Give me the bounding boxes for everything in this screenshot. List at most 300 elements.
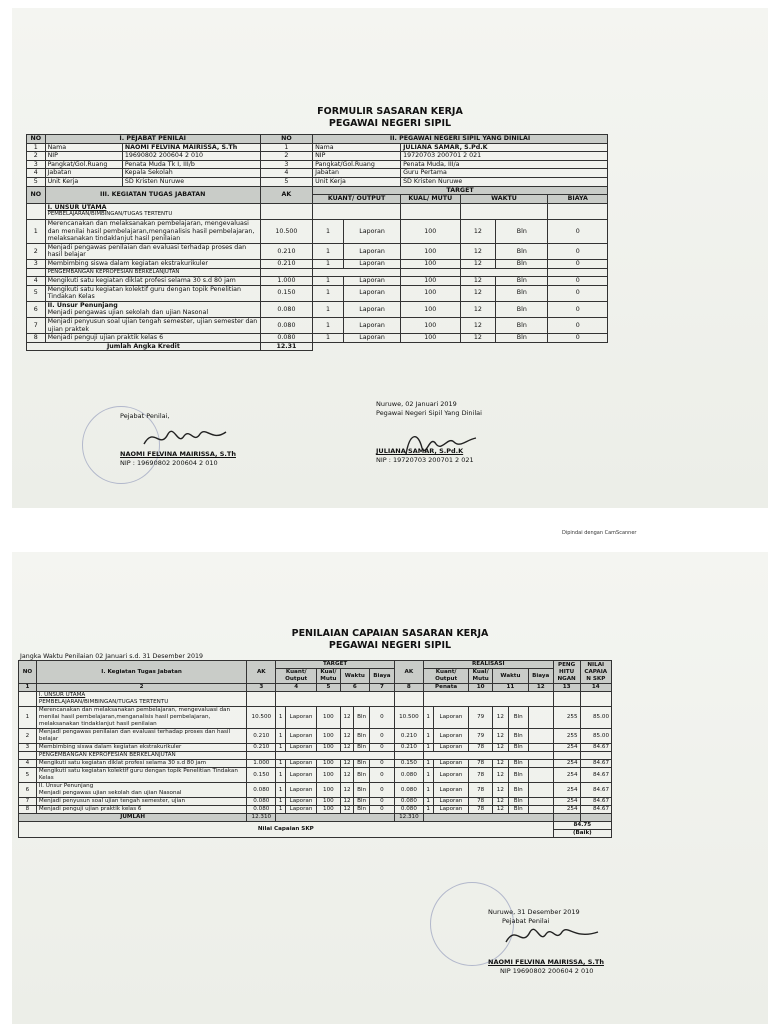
- row-rmutu: 78: [469, 783, 493, 798]
- row-ak: 0.080: [247, 798, 276, 806]
- row-nilai: 84.67: [580, 806, 611, 814]
- row-rmutu: 79: [469, 707, 493, 729]
- row-mutu: 100: [401, 219, 460, 243]
- sig-right-nip: NIP : 19720703 200701 2 021: [376, 456, 474, 464]
- row-ru: Bln: [508, 729, 528, 744]
- row-text-body: Mengikuti satu kegiatan diklat profesi selama 30 s.d 80 jam: [38, 760, 207, 766]
- row-no: 7: [19, 798, 37, 806]
- row-rq: 1: [423, 783, 433, 798]
- head-no-left: NO: [27, 135, 46, 144]
- sig-bottom-role: Pejabat Penilai: [502, 917, 550, 925]
- row-text-body: Mengikuti satu kegiatan kolektif guru dengan topik Penelitian Tindakan Kelas: [47, 285, 241, 301]
- row-mutu: 100: [317, 798, 341, 806]
- row-ru: Bln: [508, 783, 528, 798]
- t2-jumlah-ak: 12.310: [247, 814, 276, 822]
- row-b: 0: [369, 760, 394, 768]
- row-waktu: 12: [460, 334, 496, 343]
- row-text: [36, 729, 246, 744]
- row-ru: Bln: [508, 760, 528, 768]
- empty-cell: [460, 268, 548, 277]
- row-output: Laporan: [344, 285, 401, 301]
- row-qty: 1: [313, 334, 344, 343]
- period-text: Jangka Waktu Penilaian 02 Januari s.d. 31 Desember 2019: [20, 653, 203, 660]
- row-mutu: 100: [401, 259, 460, 268]
- right-label: Pangkat/Gol.Ruang: [313, 160, 401, 169]
- row-q: 1: [276, 707, 286, 729]
- row-biaya: 0: [548, 259, 608, 268]
- row-rmutu: 79: [469, 729, 493, 744]
- empty-cell: [401, 268, 460, 277]
- row-penghitungan: 254: [553, 783, 580, 798]
- row-ak: 1.000: [247, 760, 276, 768]
- row-u: Bln: [354, 760, 370, 768]
- row-biaya: 0: [548, 334, 608, 343]
- column-number: 1: [19, 684, 37, 692]
- row-out: Laporan: [285, 744, 316, 752]
- left-no: 5: [27, 177, 46, 186]
- row-unit: Bln: [496, 243, 548, 259]
- column-number: 13: [553, 684, 580, 692]
- activity-row: [27, 318, 608, 334]
- t2-jumlah-rak: 12.310: [394, 814, 423, 822]
- activity-row: [27, 243, 608, 259]
- t2-pembelajaran: PEMBELAJARAN/BIMBINGAN/TUGAS TERTENTU: [38, 699, 169, 705]
- row-w: 12: [340, 744, 354, 752]
- right-no: 1: [260, 143, 312, 152]
- h2-nilai: NILAI CAPAIA N SKP: [580, 661, 611, 684]
- head-kuant: KUANT/ OUTPUT: [313, 195, 401, 204]
- row-out: Laporan: [285, 798, 316, 806]
- row-rw: 12: [493, 707, 509, 729]
- row-no: 3: [19, 744, 37, 752]
- h2-biaya: Biaya: [369, 669, 394, 684]
- row-biaya: 0: [548, 285, 608, 301]
- column-number: 6: [340, 684, 369, 692]
- row-text-body: Menjadi pengawas ujian sekolah dan ujian Nasonal: [47, 309, 209, 317]
- row-qty: 1: [313, 318, 344, 334]
- row-rw: 12: [493, 783, 509, 798]
- row-penghitungan: 254: [553, 760, 580, 768]
- row-rak: 0.210: [394, 729, 423, 744]
- activity-row: [27, 301, 608, 317]
- row-nilai: 84.67: [580, 760, 611, 768]
- assessment-row: [19, 768, 612, 783]
- row-nilai: 84.67: [580, 798, 611, 806]
- row-b: 0: [369, 707, 394, 729]
- doc2-title1: PENILAIAN CAPAIAN SASARAN KERJA: [291, 628, 489, 639]
- row-no: 3: [27, 259, 46, 268]
- left-label: Pangkat/Gol.Ruang: [45, 160, 122, 169]
- right-value: JULIANA SAMAR, S.Pd.K: [401, 143, 608, 152]
- row-waktu: 12: [460, 285, 496, 301]
- identity-row: [27, 143, 608, 152]
- right-no: 4: [260, 169, 312, 178]
- assessment-row: [19, 798, 612, 806]
- assessment-row: [19, 729, 612, 744]
- row-rout: Laporan: [433, 744, 469, 752]
- row-w: 12: [340, 806, 354, 814]
- row-ru: Bln: [508, 744, 528, 752]
- empty-cell: [528, 729, 553, 744]
- column-number: Penata: [423, 684, 468, 692]
- row-u: Bln: [354, 806, 370, 814]
- right-label: Jabatan: [313, 169, 401, 178]
- row-mutu: 100: [317, 760, 341, 768]
- row-ru: Bln: [508, 707, 528, 729]
- row-qty: 1: [313, 301, 344, 317]
- empty-cell: [276, 752, 394, 760]
- row-mutu: 100: [401, 334, 460, 343]
- sig-bottom-name: NAOMI FELVINA MAIRISSA, S.Th: [488, 958, 604, 966]
- row-ak: 0.080: [260, 301, 312, 317]
- row-text: [45, 285, 260, 301]
- row-qty: 1: [313, 285, 344, 301]
- sheet-formulir-skp: [12, 8, 768, 508]
- activity-row: [27, 334, 608, 343]
- h2-ak: AK: [247, 661, 276, 684]
- activity-row: [27, 259, 608, 268]
- row-rmutu: 78: [469, 744, 493, 752]
- row-ak: 0.080: [260, 334, 312, 343]
- column-number: 10: [469, 684, 493, 692]
- row-text-body: Merencanakan dan melaksanakan pembelajaran, mengevaluasi dan menilai hasil pembelajaran,menganalisis hasil pembelajaran, melaksanakan tindaklanjut hasil penilaian: [47, 219, 255, 243]
- right-value: Guru Pertama: [401, 169, 608, 178]
- left-value: Penata Muda Tk I, III/b: [122, 160, 260, 169]
- row-b: 0: [369, 744, 394, 752]
- row-ak: 0.210: [260, 259, 312, 268]
- row-text: [45, 334, 260, 343]
- row-q: 1: [276, 760, 286, 768]
- row-text-body: Membimbing siswa dalam kegiatan ekstrakurikuler: [38, 744, 182, 750]
- row-rmutu: 78: [469, 760, 493, 768]
- column-number: 4: [276, 684, 317, 692]
- row-penghitungan: 254: [553, 806, 580, 814]
- row-ak: 0.080: [260, 318, 312, 334]
- row-ru: Bln: [508, 768, 528, 783]
- row-no: 8: [19, 806, 37, 814]
- empty-cell: [19, 752, 37, 760]
- head-no: NO: [27, 186, 46, 203]
- row-output: Laporan: [344, 334, 401, 343]
- t2-unsur-penunjang: II. Unsur Penunjang: [38, 783, 94, 789]
- row-u: Bln: [354, 783, 370, 798]
- row-w: 12: [340, 798, 354, 806]
- sig-bottom-block: [488, 908, 604, 976]
- row-text: [45, 318, 260, 334]
- row-rmutu: 78: [469, 806, 493, 814]
- row-w: 12: [340, 768, 354, 783]
- unsur-utama-label: I. UNSUR UTAMA: [47, 203, 107, 211]
- h2-rbiaya: Biaya: [528, 669, 553, 684]
- empty-cell: [528, 798, 553, 806]
- doc1-title2: PEGAWAI NEGERI SIPIL: [328, 118, 452, 129]
- row-waktu: 12: [460, 277, 496, 286]
- right-value: 19720703 200701 2 021: [401, 152, 608, 161]
- identity-row: [27, 152, 608, 161]
- sig-right-role: Pegawai Negeri Sipil Yang Dinilai: [376, 409, 482, 417]
- row-biaya: 0: [548, 301, 608, 317]
- empty-cell: [553, 752, 580, 760]
- empty-cell: [247, 752, 276, 760]
- h2-keg: I. Kegiatan Tugas Jabatan: [36, 661, 246, 684]
- left-no: 1: [27, 143, 46, 152]
- sheet-penilaian-skp: [12, 552, 768, 1024]
- column-number: 3: [247, 684, 276, 692]
- row-text: [36, 707, 246, 729]
- row-out: Laporan: [285, 729, 316, 744]
- row-rak: 10.500: [394, 707, 423, 729]
- row-penghitungan: 254: [553, 744, 580, 752]
- sig-right-block: [376, 400, 482, 465]
- right-label: NIP: [313, 152, 401, 161]
- row-rout: Laporan: [433, 729, 469, 744]
- assessment-row: [19, 783, 612, 798]
- row-ru: Bln: [508, 806, 528, 814]
- scanner-note: Dipindai dengan CamScanner: [562, 530, 637, 536]
- row-rout: Laporan: [433, 798, 469, 806]
- h2-kual: Kual/ Mutu: [317, 669, 341, 684]
- row-ru: Bln: [508, 798, 528, 806]
- row-output: Laporan: [344, 259, 401, 268]
- row-rq: 1: [423, 760, 433, 768]
- row-q: 1: [276, 806, 286, 814]
- row-rw: 12: [493, 744, 509, 752]
- row-text-body: Membimbing siswa dalam kegiatan ekstrakurikuler: [47, 259, 208, 267]
- right-label: Unit Kerja: [313, 177, 401, 186]
- row-ak: 0.080: [247, 806, 276, 814]
- row-rout: Laporan: [433, 783, 469, 798]
- sig-left-role: Pejabat Penilai,: [120, 412, 170, 420]
- row-output: Laporan: [344, 219, 401, 243]
- identity-row: [27, 160, 608, 169]
- row-ak: 0.150: [260, 285, 312, 301]
- row-penghitungan: 254: [553, 798, 580, 806]
- row-rak: 0.150: [394, 760, 423, 768]
- empty-cell: [580, 752, 611, 760]
- row-nilai: 84.67: [580, 744, 611, 752]
- h2-rwaktu: Waktu: [493, 669, 529, 684]
- assessment-row: [19, 744, 612, 752]
- row-biaya: 0: [548, 318, 608, 334]
- right-no: 2: [260, 152, 312, 161]
- row-text: [45, 301, 260, 317]
- row-rout: Laporan: [433, 707, 469, 729]
- row-rak: 0.080: [394, 768, 423, 783]
- right-no: 5: [260, 177, 312, 186]
- row-mutu: 100: [317, 783, 341, 798]
- column-number: 2: [36, 684, 246, 692]
- row-q: 1: [276, 798, 286, 806]
- row-text: [36, 783, 246, 798]
- h2-no: NO: [19, 661, 37, 684]
- assessment-row: [19, 806, 612, 814]
- empty-cell: [423, 752, 553, 760]
- row-mutu: 100: [317, 744, 341, 752]
- row-rq: 1: [423, 744, 433, 752]
- row-no: 6: [27, 301, 46, 317]
- row-nilai: 84.67: [580, 768, 611, 783]
- row-unit: Bln: [496, 334, 548, 343]
- empty-cell: [394, 752, 423, 760]
- row-no: 4: [27, 277, 46, 286]
- doc1-title1: FORMULIR SASARAN KERJA: [317, 106, 463, 117]
- row-rmutu: 78: [469, 768, 493, 783]
- identity-row: [27, 177, 608, 186]
- row-no: 2: [19, 729, 37, 744]
- row-text: [36, 744, 246, 752]
- empty-cell: [528, 744, 553, 752]
- row-nilai: 85.00: [580, 707, 611, 729]
- row-ak: 10.500: [247, 707, 276, 729]
- t2-pengembangan: PENGEMBANGAN KEPROFESIAN BERKELANJUTAN: [36, 752, 246, 760]
- left-value: NAOMI FELVINA MAIRISSA, S.Th: [122, 143, 260, 152]
- row-out: Laporan: [285, 806, 316, 814]
- row-rout: Laporan: [433, 760, 469, 768]
- row-u: Bln: [354, 798, 370, 806]
- row-biaya: 0: [548, 219, 608, 243]
- empty-cell: [528, 707, 553, 729]
- nilai-capaian-label: Nilai Capaian SKP: [19, 822, 554, 838]
- row-unit: Bln: [496, 301, 548, 317]
- head-target: TARGET: [313, 186, 608, 195]
- column-number: 7: [369, 684, 394, 692]
- row-q: 1: [276, 783, 286, 798]
- row-out: Laporan: [285, 783, 316, 798]
- h2-rak: AK: [394, 661, 423, 684]
- row-text-body: Menjadi penguji ujian praktik kelas 6: [38, 806, 142, 812]
- h2-realisasi: REALISASI: [423, 661, 553, 669]
- row-no: 1: [27, 219, 46, 243]
- h2-waktu: Waktu: [340, 669, 369, 684]
- row-rak: 0.080: [394, 783, 423, 798]
- left-no: 2: [27, 152, 46, 161]
- unsur-penunjang-label: II. Unsur Penunjang: [47, 301, 118, 309]
- empty-cell: [260, 268, 312, 277]
- sig-right-name: JULIANA SAMAR, S.Pd.K: [376, 447, 464, 455]
- row-u: Bln: [354, 768, 370, 783]
- row-ak: 0.150: [247, 768, 276, 783]
- sig-right-place: Nuruwe, 02 Januari 2019: [376, 400, 457, 408]
- row-unit: Bln: [496, 318, 548, 334]
- row-b: 0: [369, 798, 394, 806]
- row-q: 1: [276, 729, 286, 744]
- row-output: Laporan: [344, 243, 401, 259]
- row-rmutu: 78: [469, 798, 493, 806]
- column-number: 14: [580, 684, 611, 692]
- nilai-capaian-predikat: (Baik): [553, 830, 611, 838]
- row-b: 0: [369, 783, 394, 798]
- row-w: 12: [340, 783, 354, 798]
- row-mutu: 100: [401, 243, 460, 259]
- left-label: Nama: [45, 143, 122, 152]
- h2-peng: PENG HITU NGAN: [553, 661, 580, 684]
- row-unit: Bln: [496, 285, 548, 301]
- row-output: Laporan: [344, 301, 401, 317]
- row-u: Bln: [354, 707, 370, 729]
- row-no: 7: [27, 318, 46, 334]
- doc2-title2: PEGAWAI NEGERI SIPIL: [328, 640, 452, 651]
- assessment-row: [19, 707, 612, 729]
- row-rw: 12: [493, 798, 509, 806]
- row-rout: Laporan: [433, 806, 469, 814]
- row-penghitungan: 255: [553, 729, 580, 744]
- row-unit: Bln: [496, 277, 548, 286]
- row-text-body: Menjadi penyusun soal ujian tengah semester, ujian semester dan ujian praktek: [47, 318, 258, 333]
- row-rq: 1: [423, 798, 433, 806]
- row-mutu: 100: [317, 806, 341, 814]
- row-qty: 1: [313, 243, 344, 259]
- row-text: [36, 806, 246, 814]
- row-no: 2: [27, 243, 46, 259]
- sig-bottom-place: Nuruwe, 31 Desember 2019: [488, 908, 580, 916]
- head-pejabat: I. PEJABAT PENILAI: [45, 135, 260, 144]
- row-text-body: Menjadi penyusun soal ujian tengah semester, ujian: [38, 798, 186, 804]
- head-kual: KUAL/ MUTU: [401, 195, 460, 204]
- row-penghitungan: 254: [553, 768, 580, 783]
- activity-row: [27, 285, 608, 301]
- right-label: Nama: [313, 143, 401, 152]
- activity-row: [27, 277, 608, 286]
- row-rw: 12: [493, 806, 509, 814]
- row-w: 12: [340, 760, 354, 768]
- t2-unsur-utama: I. UNSUR UTAMA: [38, 692, 86, 698]
- row-no: 5: [19, 768, 37, 783]
- pembelajaran-label: PEMBELAJARAN/BIMBINGAN/TUGAS TERTENTU: [47, 211, 173, 218]
- empty-cell: [313, 268, 401, 277]
- row-u: Bln: [354, 744, 370, 752]
- h2-target: TARGET: [276, 661, 394, 669]
- penilaian-table: [18, 660, 612, 838]
- row-waktu: 12: [460, 301, 496, 317]
- row-text-body: Mengikuti satu kegiatan kolektif guru dengan topik Penelitian Tindakan Kelas: [38, 768, 238, 781]
- row-u: Bln: [354, 729, 370, 744]
- h2-kuant: Kuant/ Output: [276, 669, 317, 684]
- row-no: 5: [27, 285, 46, 301]
- row-text: [36, 798, 246, 806]
- row-rout: Laporan: [433, 768, 469, 783]
- row-b: 0: [369, 729, 394, 744]
- row-waktu: 12: [460, 259, 496, 268]
- column-number: 12: [528, 684, 553, 692]
- empty-cell: [27, 268, 46, 277]
- row-text-body: Menjadi penguji ujian praktik kelas 6: [47, 334, 164, 342]
- nilai-capaian-value: 84.75: [553, 822, 611, 830]
- row-w: 12: [340, 729, 354, 744]
- row-mutu: 100: [401, 277, 460, 286]
- row-no: 6: [19, 783, 37, 798]
- row-b: 0: [369, 768, 394, 783]
- h2-rkuant: Kuant/ Output: [423, 669, 468, 684]
- sig-left-block: [120, 412, 236, 468]
- row-text: [45, 243, 260, 259]
- row-out: Laporan: [285, 707, 316, 729]
- row-biaya: 0: [548, 277, 608, 286]
- row-ak: 0.080: [247, 783, 276, 798]
- row-text-body: Menjadi pengawas penilaian dan evaluasi terhadap proses dan hasil belajar: [47, 243, 247, 259]
- row-no: 8: [27, 334, 46, 343]
- row-ak: 10.500: [260, 219, 312, 243]
- row-text-body: Merencanakan dan melaksanakan pembelajaran, mengevaluasi dan menilai hasil pembelajaran,menganalisis hasil pembelajaran, melaksanakan tindaklanjut hasil penilaian: [38, 707, 231, 727]
- row-rq: 1: [423, 768, 433, 783]
- row-rak: 0.080: [394, 798, 423, 806]
- row-penghitungan: 255: [553, 707, 580, 729]
- left-no: 3: [27, 160, 46, 169]
- row-output: Laporan: [344, 318, 401, 334]
- pengembangan-label: PENGEMBANGAN KEPROFESIAN BERKELANJUTAN: [45, 268, 260, 277]
- empty-cell: [528, 760, 553, 768]
- sig-bottom-nip: NIP 19690802 200604 2 010: [500, 967, 594, 975]
- head-pns: II. PEGAWAI NEGERI SIPIL YANG DINILAI: [313, 135, 608, 144]
